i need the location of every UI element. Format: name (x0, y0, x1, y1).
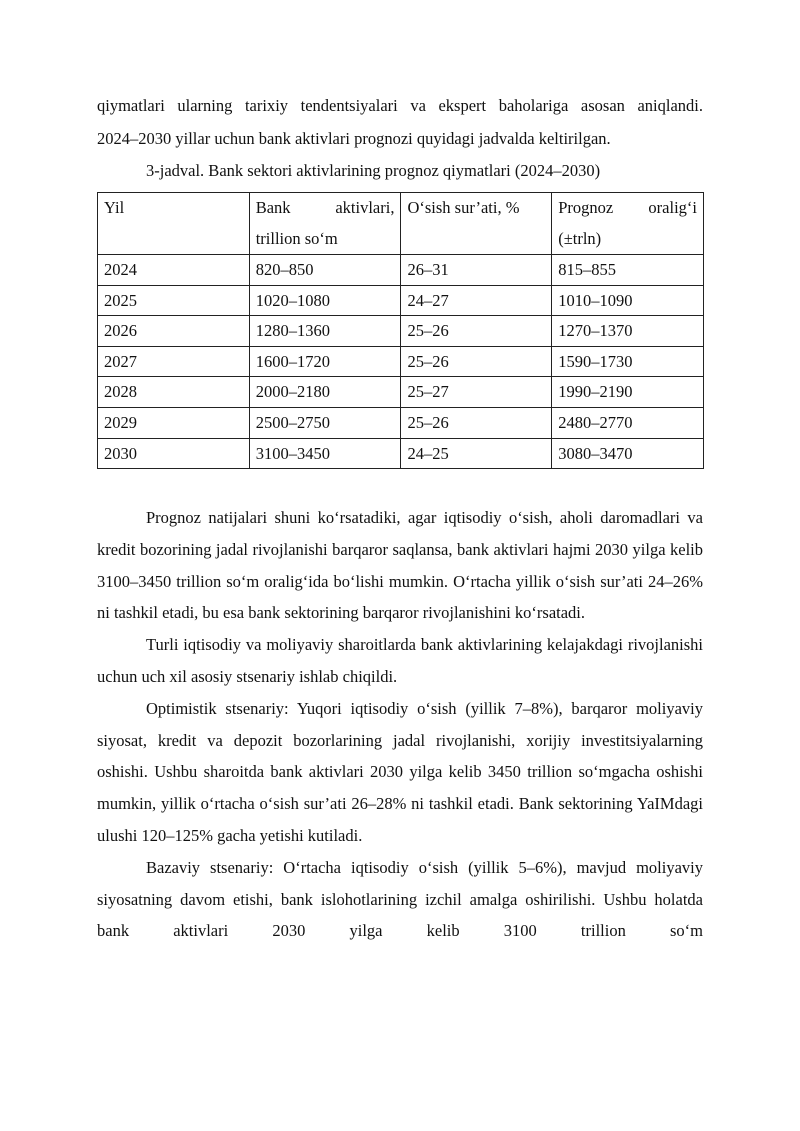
cell-growth: 25–26 (401, 316, 552, 347)
cell-range: 815–855 (552, 255, 704, 286)
table-row (98, 255, 704, 286)
cell-range: 1270–1370 (552, 316, 704, 347)
cell-growth: 24–25 (401, 438, 552, 469)
cell-assets: 3100–3450 (249, 438, 401, 469)
forecast-table (97, 192, 704, 469)
cell-year: 2026 (98, 316, 250, 347)
table-header-row (98, 193, 704, 255)
header-range-line1: Prognoz oralig‘i (558, 198, 697, 217)
cell-year: 2024 (98, 255, 250, 286)
header-range (552, 193, 704, 255)
cell-year: 2028 (98, 377, 250, 408)
paragraph-optimistic-scenario: Optimistik stsenariy: Yuqori iqtisodiy o‘sish (yillik 7–8%), barqaror moliyaviy siyosat, kredit va depozit bozorlarining jadal rivojlanishi, xorijiy investitsiyalarning oshishi. Ushbu sharoitda bank aktivlari 2030 yilga kelib 3450 trillion so‘mgacha oshishi mumkin, yillik o‘rtacha o‘sish sur’ati 26–28% ni tashkil etadi. Bank sektorining YaIMdagi ulushi 120–125% gacha yetishi kutiladi. (97, 698, 703, 845)
cell-growth: 24–27 (401, 285, 552, 316)
cell-assets: 1020–1080 (249, 285, 401, 316)
paragraph-base-scenario: Bazaviy stsenariy: O‘rtacha iqtisodiy o‘sish (yillik 5–6%), mavjud moliyaviy siyosatning davom etishi, bank islohotlarining izchil amalga oshirilishi. Ushbu holatda bank aktivlari 2030 yilga kelib 3100 trillion so‘m (97, 857, 703, 941)
table-row (98, 346, 704, 377)
table-row (98, 316, 704, 347)
cell-growth: 25–26 (401, 407, 552, 438)
header-growth: O‘sish sur’ati, % (401, 193, 552, 255)
cell-range: 1990–2190 (552, 377, 704, 408)
table-row (98, 438, 704, 469)
cell-range: 1010–1090 (552, 285, 704, 316)
table-row (98, 285, 704, 316)
header-year: Yil (98, 193, 250, 255)
intro-line-1: qiymatlari ularning tarixiy tendentsiyalari va ekspert baholariga asosan aniqlandi. (97, 96, 703, 115)
table-row (98, 377, 704, 408)
header-assets-line2: trillion so‘m (255, 228, 338, 248)
cell-range: 3080–3470 (552, 438, 704, 469)
cell-assets: 1280–1360 (249, 316, 401, 347)
header-assets (249, 193, 401, 255)
table-row (98, 407, 704, 438)
body-text (97, 502, 703, 947)
table-caption: 3-jadval. Bank sektori aktivlarining prognoz qiymatlari (2024–2030) (146, 161, 601, 180)
cell-growth: 26–31 (401, 255, 552, 286)
paragraph-forecast-results: Prognoz natijalari shuni ko‘rsatadiki, agar iqtisodiy o‘sish, aholi daromadlari va kredit bozorining jadal rivojlanishi barqaror saqlansa, bank aktivlari hajmi 2030 yilga kelib 3100–3450 trillion so‘m oralig‘ida bo‘lishi mumkin. O‘rtacha yillik o‘sish sur’ati 24–26% ni tashkil etadi, bu esa bank sektorining barqaror rivojlanishini ko‘rsatadi. (97, 508, 703, 623)
cell-growth: 25–27 (401, 377, 552, 408)
cell-year: 2027 (98, 346, 250, 377)
cell-assets: 2500–2750 (249, 407, 401, 438)
header-range-line2: (±trln) (558, 228, 602, 248)
cell-year: 2029 (98, 407, 250, 438)
cell-year: 2025 (98, 285, 250, 316)
cell-year: 2030 (98, 438, 250, 469)
cell-assets: 1600–1720 (249, 346, 401, 377)
cell-range: 2480–2770 (552, 407, 704, 438)
intro-line-2: 2024–2030 yillar uchun bank aktivlari prognozi quyidagi jadvalda keltirilgan. (97, 129, 611, 148)
cell-growth: 25–26 (401, 346, 552, 377)
cell-range: 1590–1730 (552, 346, 704, 377)
paragraph-scenarios-intro: Turli iqtisodiy va moliyaviy sharoitlarda bank aktivlarining kelajakdagi rivojlanishi uchun uch xil asosiy stsenariy ishlab chiqildi. (97, 635, 703, 686)
cell-assets: 2000–2180 (249, 377, 401, 408)
header-assets-line1: Bank aktivlari, (255, 198, 395, 217)
cell-assets: 820–850 (249, 255, 401, 286)
